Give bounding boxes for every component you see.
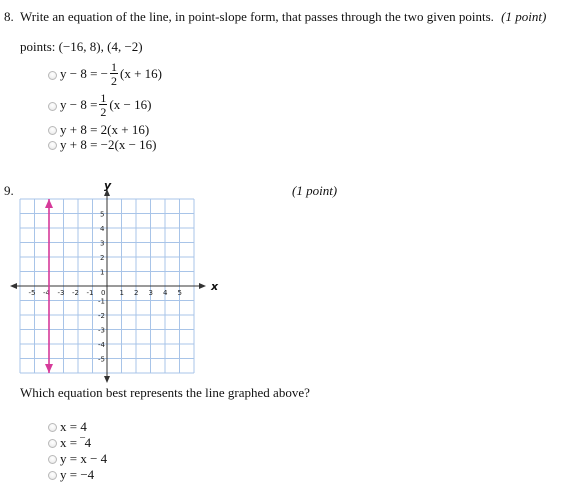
coordinate-graph	[0, 179, 219, 371]
q9-option-3-radio[interactable]	[48, 455, 57, 464]
q8-number: 8.	[4, 9, 14, 24]
q8-option-2-denominator: 2	[100, 105, 107, 119]
q8-option-1-denominator: 2	[111, 74, 117, 88]
x-axis-arrow-right	[199, 283, 206, 289]
q9-option-4-label: y = −4	[60, 467, 95, 482]
q8-option-2-label	[60, 92, 151, 118]
x-tick-label: 0	[101, 289, 106, 297]
q8-option-1-label	[60, 61, 162, 87]
q9-option-1-radio[interactable]	[48, 423, 57, 432]
x-tick-label: 3	[148, 289, 153, 297]
q8-option-2-prefix: y − 8 =	[60, 97, 98, 112]
x-tick-label: -1	[86, 289, 94, 297]
q9-option-3-label: y = x − 4	[60, 451, 108, 466]
q8-option-2-suffix: (x − 16)	[109, 97, 152, 112]
q8-option-1-prefix: y − 8 = −	[60, 66, 108, 81]
q9-question: Which equation best represents the line graphed above?	[20, 385, 310, 400]
y-tick-label: 5	[100, 210, 105, 219]
x-tick-label: -2	[72, 289, 79, 297]
y-tick-label: -2	[98, 312, 105, 320]
y-tick-label: 1	[100, 268, 105, 277]
q8-prompt	[20, 9, 546, 25]
x-tick-label: 4	[163, 289, 168, 297]
graphed-line-arrow-top	[45, 199, 53, 208]
x-tick-label: 1	[119, 289, 124, 297]
q8-option-1-fraction	[110, 61, 118, 87]
q9-option-2-label: x = ‾4	[60, 435, 92, 450]
q8-option-2-fraction	[99, 92, 107, 118]
graphed-line-arrow-bottom	[45, 364, 53, 373]
q8-option-3-label: y + 8 = 2(x + 16)	[60, 122, 150, 137]
y-tick-label: 2	[100, 254, 105, 262]
q8-option-1-radio[interactable]	[48, 71, 57, 80]
q8-option-4-radio[interactable]	[48, 141, 57, 150]
q9-number: 9.	[4, 183, 14, 198]
q8-points-label: (1 point)	[501, 9, 547, 24]
x-tick-label: -3	[57, 289, 65, 297]
q8-option-1-suffix: (x + 16)	[120, 66, 162, 81]
q8-option-3-radio[interactable]	[48, 126, 57, 135]
x-tick-label: -5	[28, 289, 36, 297]
x-axis-arrow-left	[10, 283, 17, 289]
q8-option-2-radio[interactable]	[48, 102, 57, 111]
y-tick-label: 4	[100, 225, 105, 233]
q8-prompt-text: Write an equation of the line, in point-slope form, that passes through the two given points.	[20, 9, 494, 24]
q9-option-4-radio[interactable]	[48, 471, 57, 480]
x-tick-label: 2	[134, 289, 139, 297]
q9-option-2-radio[interactable]	[48, 439, 57, 448]
y-tick-label: 3	[100, 239, 105, 248]
q9-option-1-label: x = 4	[60, 419, 87, 434]
y-axis-arrow-down	[104, 376, 110, 383]
q8-option-4-label: y + 8 = −2(x − 16)	[60, 137, 157, 152]
x-tick-label: -4	[43, 289, 50, 297]
x-axis-label: x	[211, 280, 219, 293]
q8-given-points: points: (−16, 8), (4, −2)	[20, 39, 143, 54]
q8-option-1-numerator: 1	[111, 60, 117, 74]
y-axis-label: y	[104, 179, 112, 192]
y-tick-label: -1	[98, 297, 105, 306]
y-tick-label: -5	[98, 355, 105, 364]
y-tick-label: -4	[98, 341, 105, 349]
x-tick-label: 5	[177, 289, 182, 297]
y-tick-label: -3	[98, 326, 105, 335]
q8-option-2-numerator: 1	[100, 91, 107, 105]
q9-points-label: (1 point)	[292, 183, 338, 198]
